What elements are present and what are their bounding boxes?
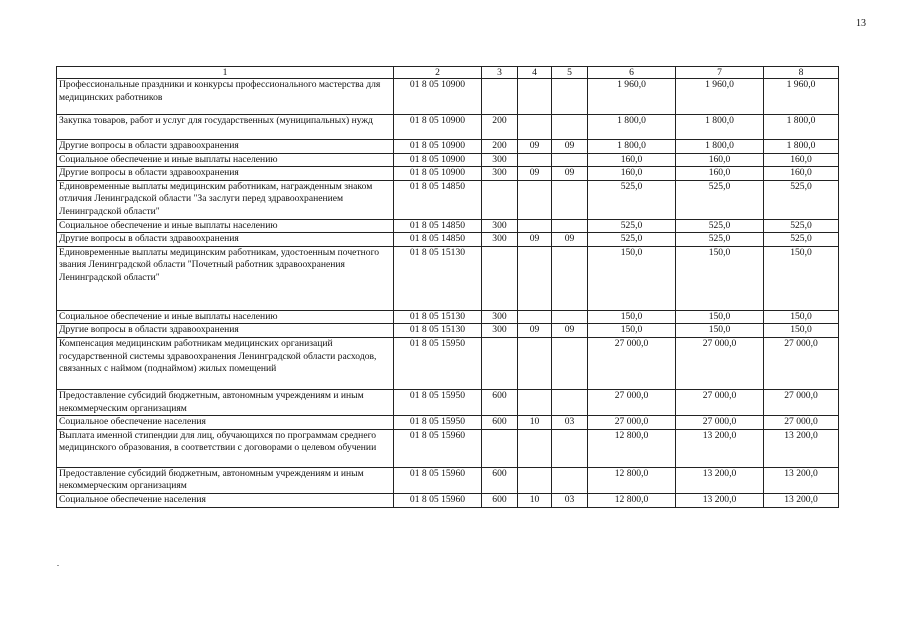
row-value-cell: 525,0: [676, 233, 764, 247]
row-value-cell: 09: [552, 233, 588, 247]
row-value-cell: 27 000,0: [764, 416, 839, 430]
row-value-cell: 27 000,0: [588, 416, 676, 430]
row-value-cell: 13 200,0: [676, 467, 764, 493]
row-value-cell: 160,0: [588, 167, 676, 181]
row-value-cell: 27 000,0: [676, 416, 764, 430]
row-value-cell: 150,0: [588, 246, 676, 310]
header-cell: 1: [57, 67, 394, 79]
row-value-cell: [552, 429, 588, 467]
row-value-cell: [482, 429, 518, 467]
row-value-cell: 1 800,0: [764, 115, 839, 140]
row-code-cell: 01 8 05 15960: [394, 429, 482, 467]
row-name-cell: Предоставление субсидий бюджетным, автономным учреждениям и иным некоммерческим организациям: [57, 467, 394, 493]
row-name-cell: Закупка товаров, работ и услуг для государственных (муниципальных) нужд: [57, 115, 394, 140]
header-cell: 5: [552, 67, 588, 79]
row-value-cell: 150,0: [764, 246, 839, 310]
page-number: 13: [856, 18, 866, 29]
row-value-cell: [518, 219, 552, 233]
row-value-cell: 525,0: [764, 180, 839, 219]
row-code-cell: 01 8 05 10900: [394, 140, 482, 154]
table-row: [57, 416, 839, 430]
row-name-cell: Компенсация медицинским работникам медицинских организаций государственной системы здравоохранения Ленинградской области расходов, связанных с наймом (поднаймом) жилых помещений: [57, 337, 394, 389]
row-code-cell: 01 8 05 10900: [394, 79, 482, 115]
row-value-cell: 27 000,0: [676, 389, 764, 415]
row-name-cell: Другие вопросы в области здравоохранения: [57, 324, 394, 338]
row-name-cell: Другие вопросы в области здравоохранения: [57, 140, 394, 154]
row-value-cell: 1 800,0: [588, 140, 676, 154]
row-value-cell: 1 800,0: [676, 140, 764, 154]
row-code-cell: 01 8 05 15950: [394, 337, 482, 389]
row-value-cell: 150,0: [676, 324, 764, 338]
row-name-cell: Профессиональные праздники и конкурсы профессионального мастерства для медицинских работников: [57, 79, 394, 115]
row-value-cell: 27 000,0: [764, 337, 839, 389]
row-value-cell: 300: [482, 167, 518, 181]
row-value-cell: 200: [482, 115, 518, 140]
row-value-cell: 12 800,0: [588, 467, 676, 493]
row-value-cell: 150,0: [764, 324, 839, 338]
row-code-cell: 01 8 05 15130: [394, 324, 482, 338]
row-value-cell: 13 200,0: [676, 493, 764, 507]
row-value-cell: [518, 337, 552, 389]
table-row: [57, 180, 839, 219]
row-code-cell: 01 8 05 15950: [394, 389, 482, 415]
row-value-cell: 150,0: [676, 310, 764, 324]
row-code-cell: 01 8 05 15130: [394, 246, 482, 310]
row-value-cell: 525,0: [764, 219, 839, 233]
row-value-cell: [518, 310, 552, 324]
table-row: [57, 389, 839, 415]
row-value-cell: 13 200,0: [764, 467, 839, 493]
row-value-cell: 525,0: [588, 180, 676, 219]
row-value-cell: 09: [552, 167, 588, 181]
row-value-cell: 10: [518, 493, 552, 507]
row-value-cell: 160,0: [764, 153, 839, 167]
row-value-cell: 300: [482, 324, 518, 338]
row-value-cell: [552, 246, 588, 310]
row-value-cell: 1 800,0: [676, 115, 764, 140]
row-name-cell: Другие вопросы в области здравоохранения: [57, 233, 394, 247]
row-value-cell: 27 000,0: [764, 389, 839, 415]
row-value-cell: 200: [482, 140, 518, 154]
scan-speck: [57, 565, 59, 566]
row-code-cell: 01 8 05 14850: [394, 180, 482, 219]
row-name-cell: Другие вопросы в области здравоохранения: [57, 167, 394, 181]
row-value-cell: 525,0: [588, 233, 676, 247]
row-name-cell: Выплата именной стипендии для лиц, обучающихся по программам среднего медицинского образования, в соответствии с договорами о целевом обучении: [57, 429, 394, 467]
row-value-cell: [518, 389, 552, 415]
row-value-cell: [552, 310, 588, 324]
row-name-cell: Социальное обеспечение и иные выплаты населению: [57, 153, 394, 167]
row-value-cell: 150,0: [764, 310, 839, 324]
row-value-cell: 1 960,0: [676, 79, 764, 115]
row-value-cell: 1 960,0: [588, 79, 676, 115]
row-code-cell: 01 8 05 15960: [394, 493, 482, 507]
row-value-cell: [482, 79, 518, 115]
row-value-cell: 03: [552, 416, 588, 430]
header-cell: 8: [764, 67, 839, 79]
budget-table: [56, 66, 839, 508]
row-value-cell: 525,0: [764, 233, 839, 247]
row-code-cell: 01 8 05 14850: [394, 233, 482, 247]
row-value-cell: 150,0: [588, 310, 676, 324]
row-value-cell: 525,0: [676, 219, 764, 233]
row-value-cell: [518, 79, 552, 115]
row-value-cell: 13 200,0: [676, 429, 764, 467]
table-row: [57, 467, 839, 493]
table-row: [57, 429, 839, 467]
table-row: [57, 493, 839, 507]
row-value-cell: [552, 115, 588, 140]
table-row: [57, 246, 839, 310]
header-cell: 3: [482, 67, 518, 79]
header-cell: 6: [588, 67, 676, 79]
row-value-cell: 300: [482, 233, 518, 247]
row-value-cell: [552, 180, 588, 219]
row-name-cell: Социальное обеспечение населения: [57, 493, 394, 507]
row-value-cell: 12 800,0: [588, 429, 676, 467]
row-name-cell: Социальное обеспечение населения: [57, 416, 394, 430]
row-value-cell: 12 800,0: [588, 493, 676, 507]
row-value-cell: [518, 153, 552, 167]
row-value-cell: 160,0: [676, 167, 764, 181]
table-row: [57, 140, 839, 154]
row-code-cell: 01 8 05 10900: [394, 115, 482, 140]
row-value-cell: 13 200,0: [764, 493, 839, 507]
row-name-cell: Единовременные выплаты медицинским работникам, удостоенным почетного звания Ленинградской области "Почетный работник здравоохранения Ленинградской области": [57, 246, 394, 310]
header-cell: 4: [518, 67, 552, 79]
row-value-cell: [518, 429, 552, 467]
row-code-cell: 01 8 05 15950: [394, 416, 482, 430]
row-value-cell: [552, 79, 588, 115]
table-row: [57, 79, 839, 115]
row-value-cell: [518, 115, 552, 140]
header-row: [57, 67, 839, 79]
table-row: [57, 233, 839, 247]
row-code-cell: 01 8 05 14850: [394, 219, 482, 233]
row-name-cell: Единовременные выплаты медицинским работникам, награжденным знаком отличия Ленинградской области "За заслуги перед здравоохранением Ленинградской области": [57, 180, 394, 219]
row-value-cell: 03: [552, 493, 588, 507]
table-row: [57, 310, 839, 324]
row-value-cell: 300: [482, 153, 518, 167]
table-row: [57, 115, 839, 140]
row-value-cell: 160,0: [676, 153, 764, 167]
row-value-cell: [482, 180, 518, 219]
row-value-cell: 150,0: [588, 324, 676, 338]
row-value-cell: 1 800,0: [588, 115, 676, 140]
row-value-cell: 600: [482, 416, 518, 430]
row-value-cell: 13 200,0: [764, 429, 839, 467]
row-value-cell: 27 000,0: [676, 337, 764, 389]
row-value-cell: 300: [482, 219, 518, 233]
header-cell: 7: [676, 67, 764, 79]
header-cell: 2: [394, 67, 482, 79]
row-code-cell: 01 8 05 10900: [394, 153, 482, 167]
row-value-cell: [552, 467, 588, 493]
row-name-cell: Предоставление субсидий бюджетным, автономным учреждениям и иным некоммерческим организациям: [57, 389, 394, 415]
row-value-cell: 27 000,0: [588, 389, 676, 415]
row-code-cell: 01 8 05 15960: [394, 467, 482, 493]
table-row: [57, 337, 839, 389]
row-value-cell: [518, 467, 552, 493]
row-value-cell: [518, 180, 552, 219]
row-value-cell: 525,0: [676, 180, 764, 219]
row-value-cell: 27 000,0: [588, 337, 676, 389]
table-row: [57, 324, 839, 338]
row-value-cell: 150,0: [676, 246, 764, 310]
row-value-cell: 09: [518, 233, 552, 247]
row-value-cell: 160,0: [588, 153, 676, 167]
row-value-cell: 600: [482, 389, 518, 415]
row-value-cell: 09: [518, 140, 552, 154]
row-value-cell: 09: [518, 167, 552, 181]
row-name-cell: Социальное обеспечение и иные выплаты населению: [57, 310, 394, 324]
row-value-cell: 160,0: [764, 167, 839, 181]
row-value-cell: [482, 246, 518, 310]
row-value-cell: [518, 246, 552, 310]
table-row: [57, 167, 839, 181]
row-value-cell: 525,0: [588, 219, 676, 233]
row-value-cell: 600: [482, 493, 518, 507]
row-value-cell: 09: [552, 324, 588, 338]
row-value-cell: [552, 219, 588, 233]
row-value-cell: [552, 389, 588, 415]
row-value-cell: 09: [518, 324, 552, 338]
row-value-cell: [552, 153, 588, 167]
row-code-cell: 01 8 05 10900: [394, 167, 482, 181]
row-value-cell: 09: [552, 140, 588, 154]
row-name-cell: Социальное обеспечение и иные выплаты населению: [57, 219, 394, 233]
row-code-cell: 01 8 05 15130: [394, 310, 482, 324]
table-row: [57, 219, 839, 233]
row-value-cell: [482, 337, 518, 389]
row-value-cell: 10: [518, 416, 552, 430]
row-value-cell: [552, 337, 588, 389]
row-value-cell: 1 800,0: [764, 140, 839, 154]
row-value-cell: 1 960,0: [764, 79, 839, 115]
row-value-cell: 600: [482, 467, 518, 493]
table-row: [57, 153, 839, 167]
row-value-cell: 300: [482, 310, 518, 324]
